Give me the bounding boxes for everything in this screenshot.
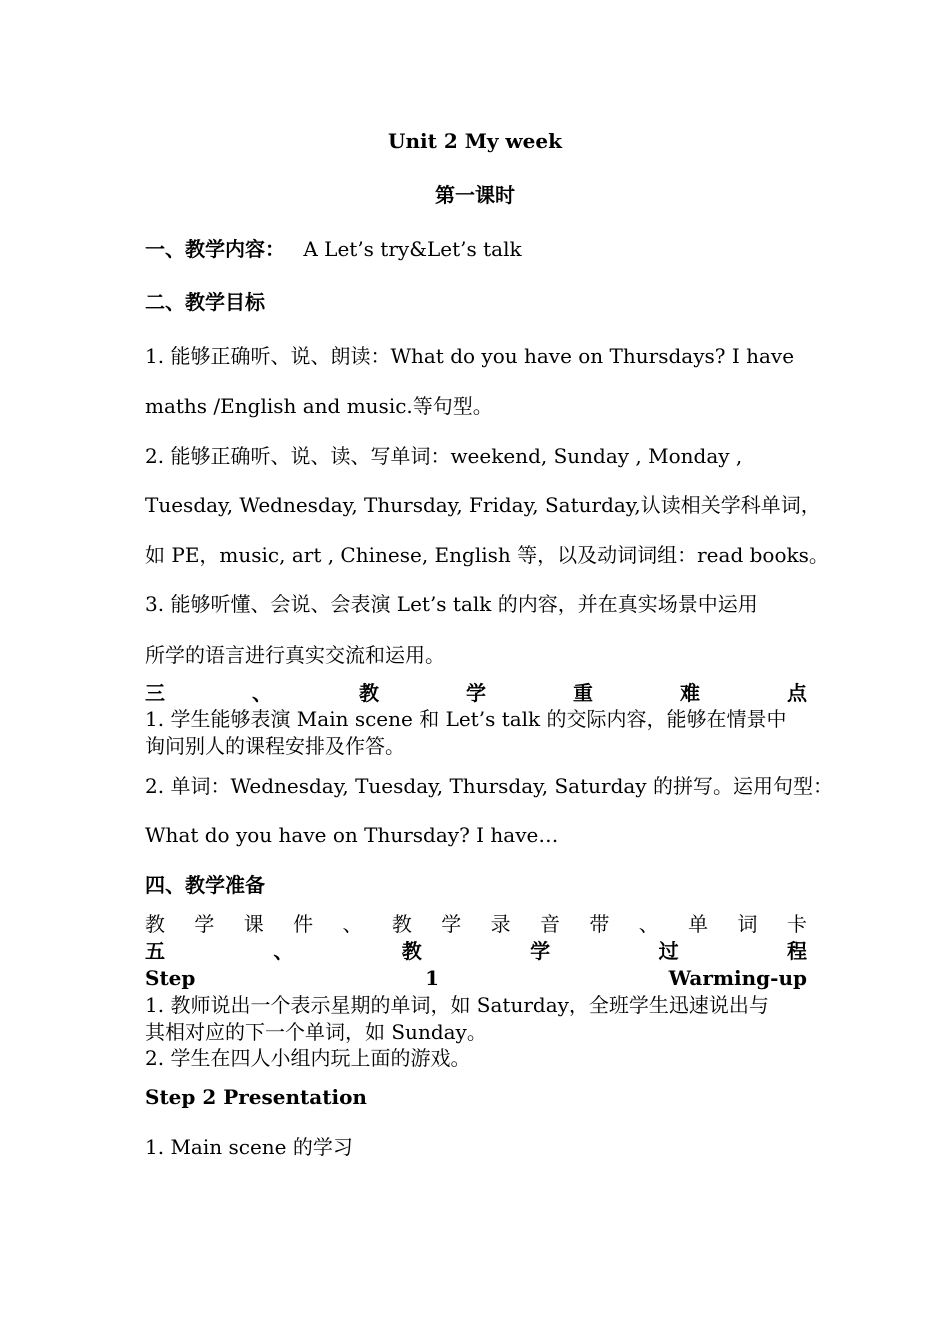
heading-char: 点: [787, 681, 807, 705]
material-char: 教: [145, 912, 165, 936]
material-char: 卡: [786, 912, 807, 936]
paragraph-line: 1. 学生能够表演 Main scene 和 Let’s talk 的交际内容，能够在情景中: [145, 707, 787, 731]
step-part: Warming-up: [668, 966, 807, 990]
heading-char: 学: [466, 681, 486, 705]
paragraph-line: 询问别人的课程安排及作答。: [145, 734, 405, 758]
material-char: 、: [342, 912, 363, 936]
material-char: 件: [293, 912, 314, 936]
heading-char: 过: [658, 939, 679, 963]
heading-char: 三: [145, 681, 165, 705]
materials-line-justified: [145, 911, 807, 937]
material-char: 、: [638, 912, 659, 936]
paragraph-line: 2. 单词：Wednesday, Tuesday, Thursday, Saturday 的拼写。运用句型：: [145, 774, 833, 798]
material-char: 带: [589, 912, 610, 936]
step-part: Step: [145, 966, 196, 990]
paragraph-line: 如 PE，music, art , Chinese, English 等，以及动词词组：read books。: [145, 543, 829, 567]
lesson-period: 第一课时: [435, 183, 515, 207]
paragraph-line: maths /English and music.等句型。: [145, 394, 493, 418]
heading-char: 五: [145, 939, 165, 963]
paragraph-line: 2. 学生在四人小组内玩上面的游戏。: [145, 1046, 471, 1070]
step-part: 1: [425, 966, 439, 990]
section-teaching-content: [145, 236, 807, 262]
paragraph-line: 1. 能够正确听、说、朗读：What do you have on Thursdays? I have: [145, 344, 795, 368]
section-heading: 一、教学内容：: [145, 237, 285, 261]
paragraph-line: 1. Main scene 的学习: [145, 1135, 353, 1159]
document-title: Unit 2 My week: [388, 129, 562, 153]
heading-char: 、: [252, 681, 272, 705]
paragraph-line: 1. 教师说出一个表示星期的单词，如 Saturday，全班学生迅速说出与: [145, 993, 769, 1017]
material-char: 音: [540, 912, 560, 936]
material-char: 学: [441, 912, 462, 936]
heading-char: 、: [273, 939, 294, 963]
paragraph-line: 所学的语言进行真实交流和运用。: [145, 643, 445, 667]
section-heading: 四、教学准备: [145, 873, 265, 897]
section-heading-justified: [145, 938, 807, 964]
heading-char: 程: [786, 939, 807, 963]
material-char: 词: [737, 912, 758, 936]
material-char: 课: [243, 912, 264, 936]
paragraph-line: What do you have on Thursday? I have…: [145, 823, 559, 847]
material-char: 学: [194, 912, 215, 936]
step1-heading-justified: [145, 965, 807, 991]
paragraph-line: Tuesday, Wednesday, Thursday, Friday, Saturday,认读相关学科单词，: [145, 493, 821, 517]
paragraph-line: 2. 能够正确听、说、读、写单词：weekend, Sunday , Monday ,: [145, 444, 743, 468]
material-char: 教: [391, 912, 412, 936]
paragraph-line: 3. 能够听懂、会说、会表演 Let’s talk 的内容，并在真实场景中运用: [145, 592, 758, 616]
section-heading-justified: [145, 680, 807, 706]
material-char: 单: [688, 912, 709, 936]
section-heading: 二、教学目标: [145, 290, 265, 314]
heading-char: 教: [401, 939, 422, 963]
paragraph-line: 其相对应的下一个单词，如 Sunday。: [145, 1020, 487, 1044]
heading-char: 重: [573, 681, 593, 705]
step2-heading: Step 2 Presentation: [145, 1085, 367, 1109]
material-char: 录: [490, 912, 511, 936]
section-text: A Let’s try&Let’s talk: [303, 237, 522, 261]
heading-char: 学: [530, 939, 551, 963]
heading-char: 难: [680, 681, 700, 705]
heading-char: 教: [359, 681, 379, 705]
